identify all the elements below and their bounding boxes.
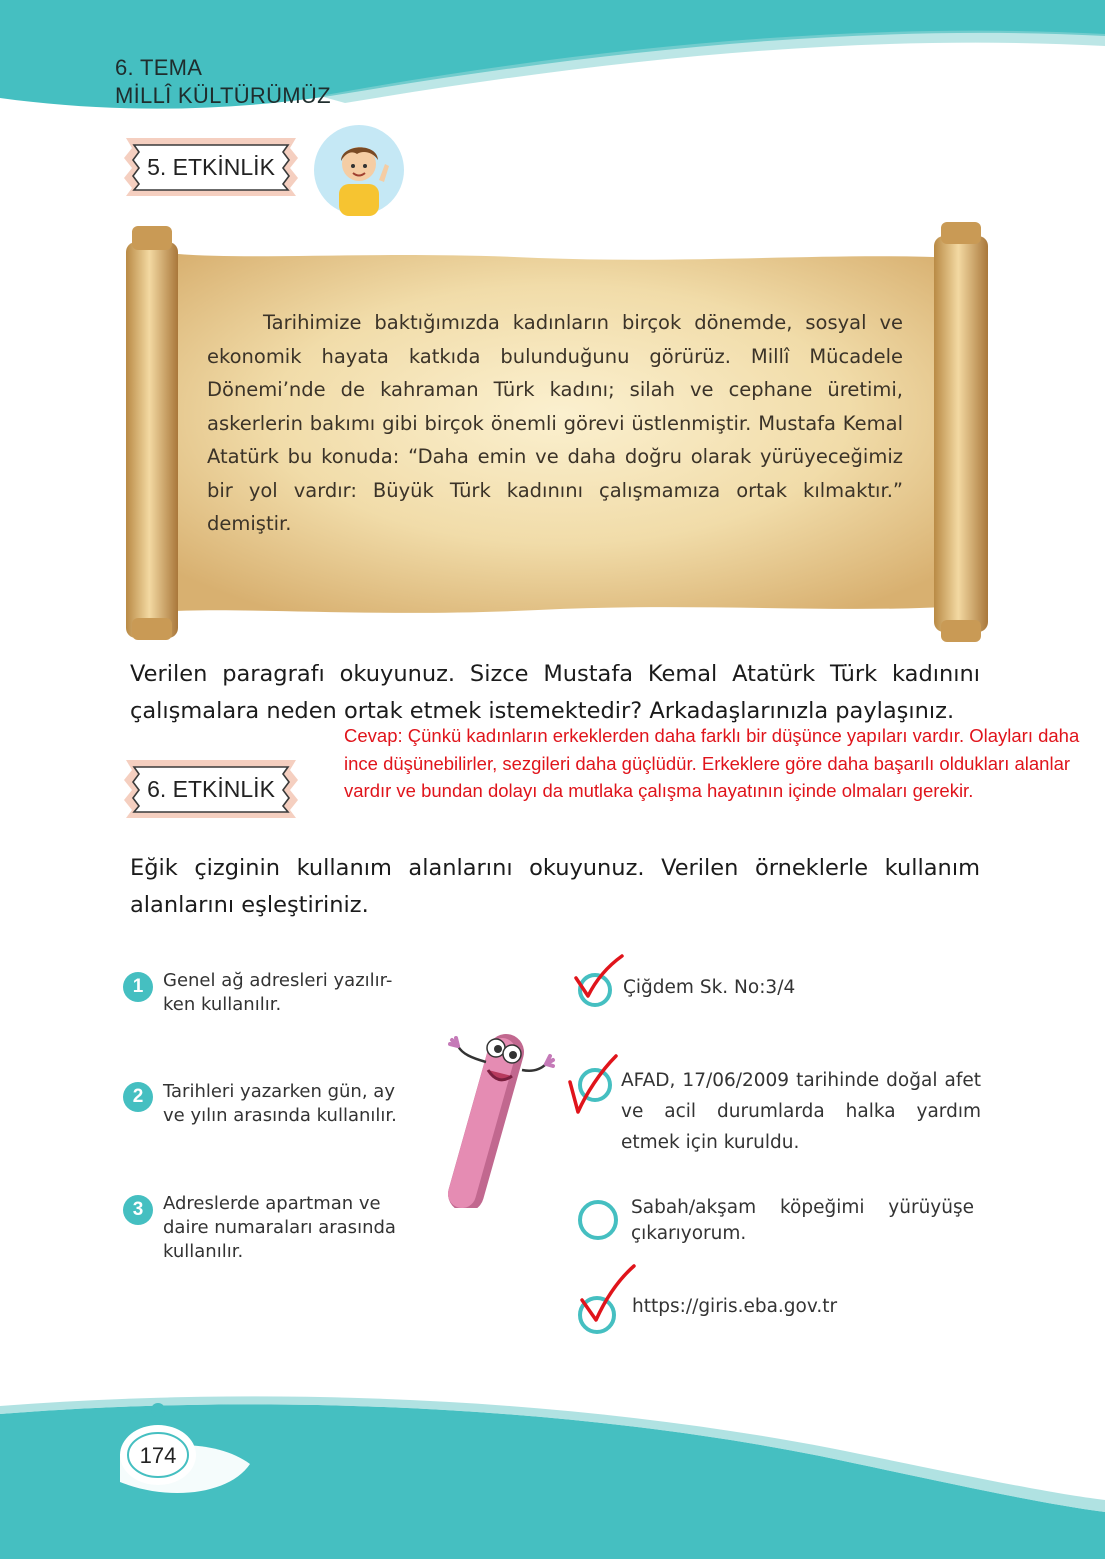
use-text-3: Adreslerde apartman ve daire numaraları arasında kullanılır.: [163, 1193, 396, 1262]
example-text-4: https://giris.eba.gov.tr: [632, 1296, 838, 1317]
use-number-3: 3: [123, 1195, 153, 1225]
theme-number: 6. TEMA: [115, 55, 203, 80]
use-text-1: Genel ağ adresleri yazılır- ken kullanılır.: [163, 970, 393, 1015]
activity-5-answer: Cevap: Çünkü kadınların erkeklerden daha farklı bir düşünce yapıları vardır. Olayları daha ince düşünebilirler, sezgileri daha güçlüdür. Erkeklere göre daha başarılı oldukları alanlar vardır ve bundan dolayı da mutlaka çalışma hayatının içinde olmaları gerekir.: [344, 725, 1080, 801]
red-checkmark-icon: [562, 1052, 622, 1118]
activity-5-label: 5. ETKİNLİK: [147, 154, 275, 180]
boy-avatar-icon: [313, 124, 405, 216]
theme-name: MİLLÎ KÜLTÜRÜMÜZ: [115, 83, 331, 108]
activity-6-badge: [120, 756, 302, 822]
activity-5-badge: [120, 134, 302, 200]
use-number-2: 2: [123, 1082, 153, 1112]
use-text-2: Tarihleri yazarken gün, ay ve yılın arasında kullanılır.: [163, 1081, 397, 1126]
slash-mascot-icon: [428, 1018, 568, 1208]
red-checkmark-icon: [574, 1262, 638, 1328]
example-text-1: Çiğdem Sk. No:3/4: [623, 977, 796, 998]
example-answer-circle-3[interactable]: [578, 1200, 618, 1240]
activity-6-label: 6. ETKİNLİK: [147, 776, 275, 802]
activity-6-instruction: Eğik çizginin kullanım alanlarını okuyunuz. Verilen örneklerle kullanım alanlarını eşleştiriniz.: [130, 855, 980, 918]
page-number: 174: [139, 1443, 177, 1468]
activity-5-paragraph: Tarihimize baktığımızda kadınların birçok dönemde, sosyal ve ekonomik hayata katkıda bulunduğunu görürüz. Millî Mücadele Dönemi’nde de kahraman Türk kadını; silah ve cephane üretimi, askerlerin bakımı gibi birçok önemli görevi üstlenmiştir. Mustafa Kemal Atatürk bu konuda: “Daha emin ve daha doğru olarak yürüyeceğimiz bir yol vardır: Büyük Türk kadınını çalışmamıza ortak kılmaktır.” demiştir.: [207, 311, 903, 535]
example-text-3: Sabah/akşam köpeğimi yürüyüşe çıkarıyorum.: [631, 1197, 974, 1244]
activity-5-question: Verilen paragrafı okuyunuz. Sizce Mustafa Kemal Atatürk Türk kadınını çalışmalara neden ortak etmek istemektedir? Arkadaşlarınızla paylaşınız.: [130, 661, 980, 724]
red-checkmark-icon: [570, 952, 626, 1002]
use-number-1: 1: [123, 972, 153, 1002]
example-text-2: AFAD, 17/06/2009 tarihinde doğal afet ve acil durumlarda halka yardım etmek için kuruldu.: [621, 1070, 981, 1153]
